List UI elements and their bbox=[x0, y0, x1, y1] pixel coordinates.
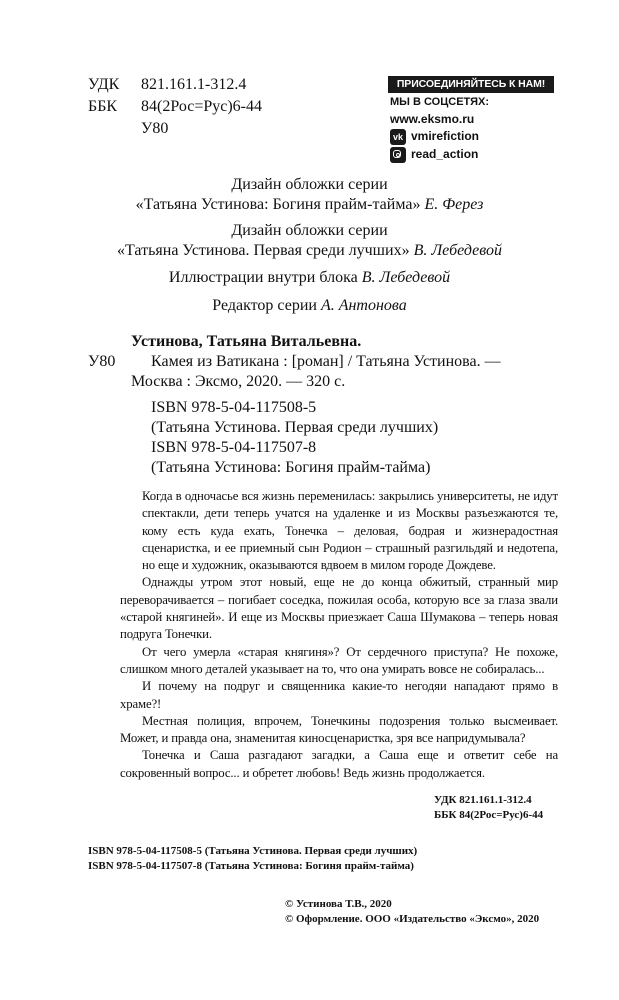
isbn-1: ISBN 978-5-04-117508-5 bbox=[151, 399, 317, 416]
copyright-design: © Оформление. ООО «Издательство «Эксмо», 2020 bbox=[285, 913, 540, 925]
instagram-handle[interactable]: read_action bbox=[411, 147, 479, 161]
book-author: Устинова, Татьяна Витальевна. bbox=[131, 333, 362, 350]
bbk-value: 84(2Рос=Рус)6-44 bbox=[141, 98, 263, 115]
illustrations-label: Иллюстрации внутри блока bbox=[168, 269, 358, 286]
illustrator-name: В. Лебедевой bbox=[361, 269, 451, 286]
isbn-2-series: (Татьяна Устинова: Богиня прайм-тайма) bbox=[151, 459, 431, 476]
bbk-code: ББК bbox=[88, 98, 118, 115]
socials-heading: МЫ В СОЦСЕТЯХ: bbox=[390, 96, 490, 108]
designer-name-2: В. Лебедевой bbox=[413, 242, 502, 259]
book-title-line1: Камея из Ватикана : [роман] / Татьяна Устинова. — bbox=[151, 353, 501, 370]
editor-credit bbox=[0, 297, 619, 315]
annotation-paragraph: Когда в одночасье вся жизнь переменилась: закрылись университеты, не идут спектакли, дети теперь учатся на удаленке и из Москвы разъезжаются те, кому есть куда ехать, Тонечка – деловая, бодрая и жизнерадостная сценаристка, и ее приемный сын Родион – страшный разгильдяй и недотепа, но еще и художник, оказываются вдвоем в милом городе Дождеве. bbox=[142, 489, 558, 573]
instagram-icon bbox=[390, 147, 406, 163]
series-name-2: «Татьяна Устинова. Первая среди лучших» bbox=[117, 242, 410, 259]
classification-block bbox=[88, 74, 348, 144]
footer-isbn-2: ISBN 978-5-04-117507-8 (Татьяна Устинова: Богиня прайм-тайма) bbox=[88, 860, 414, 872]
isbn-2: ISBN 978-5-04-117507-8 bbox=[151, 439, 317, 456]
annotation-paragraph: От чего умерла «старая княгиня»? От сердечного приступа? Не похоже, слишком много деталей указывает на то, что она умирать вовсе не собиралась... bbox=[120, 644, 558, 676]
footer-isbn-1: ISBN 978-5-04-117508-5 (Татьяна Устинова. Первая среди лучших) bbox=[88, 845, 418, 857]
annotation-paragraph: Однажды утром этот новый, еще не до конца обжитый, странный мир переворачивается – погибает соседка, пожилая особа, которую все за глаза звали «старой княгиней». И еще из Москвы приезжает Саша Шумакова – теперь новая подруга Тонечки. bbox=[120, 575, 558, 642]
series-name-1: «Татьяна Устинова: Богиня прайм-тайма» bbox=[135, 196, 421, 213]
biblio-mark: У80 bbox=[88, 353, 116, 370]
design-credit-2-line2 bbox=[0, 242, 619, 260]
author-mark: У80 bbox=[141, 120, 169, 137]
design-credit-1-line1: Дизайн обложки серии bbox=[231, 176, 388, 193]
book-title-line2: Москва : Эксмо, 2020. — 320 с. bbox=[131, 373, 346, 390]
annotation-paragraph: Местная полиция, впрочем, Тонечкины подозрения только высмеивает. Может, и правда она, знаменитая киносценаристка, зря все напридумывала? bbox=[120, 713, 558, 746]
design-credit-2-line1: Дизайн обложки серии bbox=[231, 222, 388, 239]
small-bbk: ББК 84(2Рос=Рус)6-44 bbox=[434, 809, 544, 821]
designer-name-1: Е. Ферез bbox=[424, 196, 484, 213]
annotation-paragraph: Тонечка и Саша разгадают загадки, а Саша еще и ответит себе на сокровенный вопрос... и обретет любовь! Ведь жизнь продолжается. bbox=[120, 748, 558, 780]
editor-label: Редактор серии bbox=[212, 297, 317, 314]
design-credit-1-line2 bbox=[0, 196, 619, 214]
illustrations-credit bbox=[0, 269, 619, 287]
vk-icon: vk bbox=[390, 129, 406, 145]
small-udk: УДК 821.161.1-312.4 bbox=[434, 794, 532, 806]
join-banner: ПРИСОЕДИНЯЙТЕСЬ К НАМ! bbox=[388, 76, 554, 93]
isbn-1-series: (Татьяна Устинова. Первая среди лучших) bbox=[151, 419, 439, 436]
vk-handle[interactable]: vmirefiction bbox=[411, 129, 480, 143]
annotation-paragraph: И почему на подруг и священника какие-то негодяи нападают прямо в храме?! bbox=[120, 679, 558, 711]
website-link[interactable]: www.eksmo.ru bbox=[390, 112, 475, 126]
editor-name: А. Антонова bbox=[320, 297, 407, 314]
annotation bbox=[120, 488, 558, 782]
copyright-author: © Устинова Т.В., 2020 bbox=[285, 898, 392, 910]
udk-value: 821.161.1-312.4 bbox=[141, 76, 247, 93]
udk-code: УДК bbox=[88, 76, 120, 93]
